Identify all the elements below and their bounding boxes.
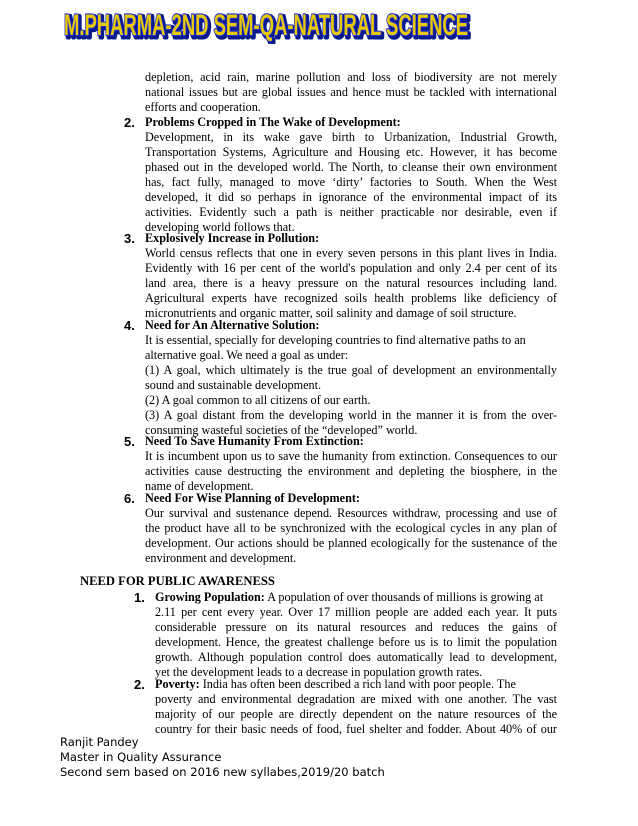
footer-degree: Master in Quality Assurance [60, 750, 222, 764]
text-line: growth. Although population control does automatically lead to development, [155, 650, 557, 664]
item-number: 3. [124, 231, 135, 246]
text-line: (2) A goal common to all citizens of our earth. [145, 393, 371, 407]
item-title: Poverty: [155, 677, 200, 691]
text-line: sound and sustainable development. [145, 378, 322, 392]
item-title: Need for An Alternative Solution: [145, 318, 320, 332]
text-line: efforts and cooperation. [145, 100, 261, 114]
text-line: alternative goal. We need a goal as under: [145, 348, 349, 362]
text-line: (1) A goal, which ultimately is the true goal of development an environmentally [145, 363, 557, 377]
text-line: considerable pressure on its natural resources and reduces the gains of [155, 620, 557, 634]
text-line: yet the development leads to a decrease in population growth rates. [155, 665, 483, 679]
item-body [145, 333, 557, 438]
page-banner [58, 4, 474, 44]
text-line: It is incumbent upon us to save the humanity from extinction. Consequences to our [145, 449, 557, 463]
footer-note: Second sem based on 2016 new syllabes,2019/20 batch [60, 765, 385, 779]
item-title: Need For Wise Planning of Development: [145, 491, 360, 505]
banner-title: M.PHARMA-2ND SEM-QA-NATURAL SCIENCE [64, 9, 469, 42]
text-line: 2.11 per cent every year. Over 17 million people are added each year. It puts [155, 605, 557, 619]
text-line: national issues but are global issues and hence must be tackled with international [145, 85, 557, 99]
text-line: developing world follows that. [145, 220, 295, 234]
text-line: phased out in the developed world. The North, to cleanse their own environment [145, 160, 557, 174]
text-line: poverty and environmental degradation are mixed with one another. The vast [155, 692, 557, 706]
text-line: activities cause destructing the environment and depleting the biosphere, in the [145, 464, 557, 478]
text-line: land area, there is a heavy pressure on the natural resources including land. [145, 276, 557, 290]
section-heading: NEED FOR PUBLIC AWARENESS [80, 574, 275, 588]
text-line: consuming wasteful societies of the “developed” world. [145, 423, 418, 437]
item-body [145, 246, 557, 321]
item-body [155, 590, 557, 680]
item-number: 5. [124, 434, 135, 449]
text-line: environment and development. [145, 551, 297, 565]
item-number: 4. [124, 318, 135, 333]
item-body [145, 506, 557, 566]
text-line: micronutrients and organic matter, soil salinity and damage of soil structure. [145, 306, 517, 320]
text-line: majority of our people are directly dependent on the nature resources of the [155, 707, 557, 721]
item-number: 2. [124, 115, 135, 130]
text-line: World census reflects that one in every seven persons in this plant lives in India. [145, 246, 557, 260]
text-line: activities. Evidently such a path is neither practicable nor desirable, even if [145, 205, 557, 219]
text-line: Evidently with 16 per cent of the world's population and only 2.4 per cent of its [145, 261, 557, 275]
item-title: Explosively Increase in Pollution: [145, 231, 320, 245]
item-title: Need To Save Humanity From Extinction: [145, 434, 364, 448]
item-number: 1. [134, 590, 145, 605]
item-number: 6. [124, 491, 135, 506]
text-line: name of development. [145, 479, 254, 493]
text-line: Our survival and sustenance depend. Resources withdraw, processing and use of [145, 506, 557, 520]
text-line: It is essential, specially for developing countries to find alternative paths to an [145, 333, 526, 347]
text-line: Development, in its wake gave birth to Urbanization, Industrial Growth, [145, 130, 557, 144]
text-line: developed, it did so perhaps in ignorance of the environmental impact of its [145, 190, 557, 204]
banner-graphic [58, 4, 474, 44]
text-line: country for their basic needs of food, fuel shelter and fodder. About 40% of our [155, 722, 557, 736]
item-body [145, 449, 557, 494]
text-line: the product have all to be synchronized with the ecological cycles in any plan of [145, 521, 557, 535]
item-title: Growing Population: [155, 590, 265, 604]
banner-title-shadow: M.PHARMA-2ND SEM-QA-NATURAL SCIENCE [66, 11, 471, 44]
item-number: 2. [134, 677, 145, 692]
text-line: A population of over thousands of millions is growing at [264, 590, 544, 604]
item-body [145, 130, 557, 235]
intro-paragraph [145, 70, 557, 115]
text-line: has, fact fully, managed to move ‘dirty’ factories to South. When the West [145, 175, 557, 189]
text-line: India has often been described a rich land with poor people. The [199, 677, 516, 691]
text-line: (3) A goal distant from the developing world in the manner it is from the over- [145, 408, 557, 422]
footer-author: Ranjit Pandey [60, 735, 139, 749]
item-body [155, 677, 557, 737]
item-title: Problems Cropped in The Wake of Development: [145, 115, 401, 129]
text-line: Agricultural experts have recognized soils health problems like deficiency of [145, 291, 557, 305]
text-line: development. Hence, the greatest challenge before us is to limit the population [155, 635, 557, 649]
text-line: depletion, acid rain, marine pollution and loss of biodiversity are not merely [145, 70, 557, 84]
text-line: development. Our actions should be planned ecologically for the sustenance of the [145, 536, 557, 550]
text-line: Transportation Systems, Agriculture and Housing etc. However, it has become [145, 145, 557, 159]
